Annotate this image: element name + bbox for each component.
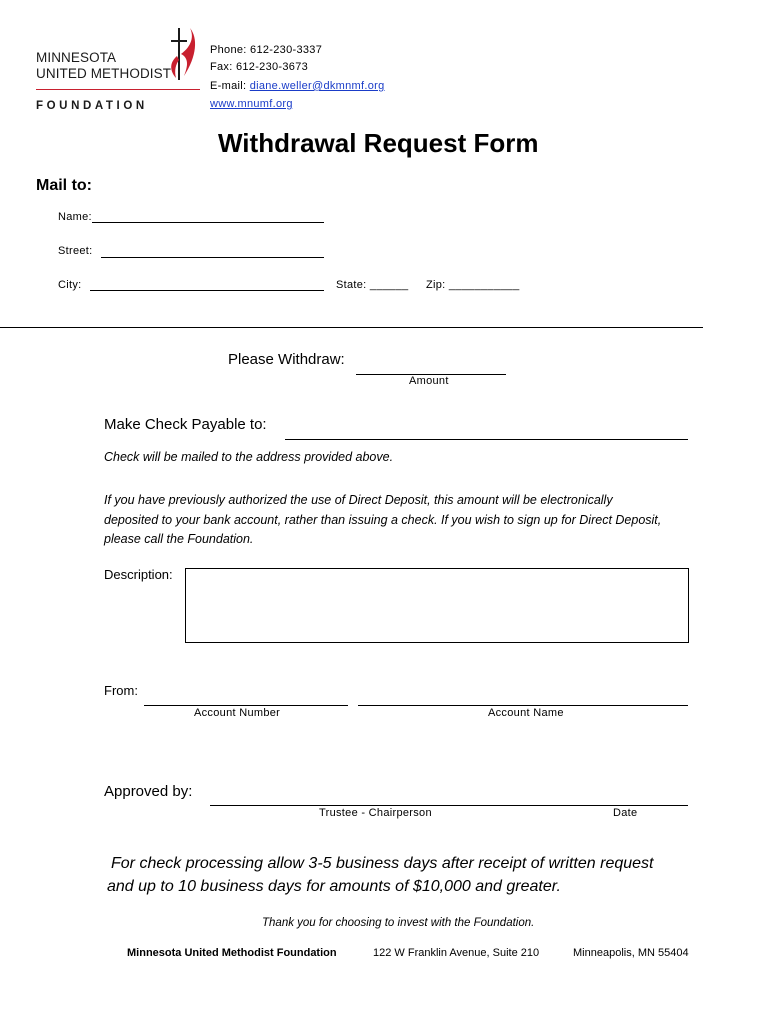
date-caption: Date <box>613 807 638 819</box>
description-box[interactable] <box>185 568 689 643</box>
payable-label: Make Check Payable to: <box>104 416 267 433</box>
contact-email-label: E-mail: <box>210 80 250 92</box>
trustee-caption: Trustee - Chairperson <box>319 807 432 819</box>
section-divider <box>0 327 703 328</box>
name-label: Name: <box>58 211 92 223</box>
org-name-line1: MINNESOTA <box>36 50 117 65</box>
amount-caption: Amount <box>409 375 449 387</box>
page-title: Withdrawal Request Form <box>218 128 539 158</box>
check-mailed-note: Check will be mailed to the address provided above. <box>104 450 394 464</box>
logo-divider <box>36 89 200 90</box>
direct-deposit-note-line3: please call the Foundation. <box>104 532 254 546</box>
footer-address: 122 W Franklin Avenue, Suite 210 <box>373 947 540 959</box>
contact-website-row <box>210 98 293 110</box>
account-number-field[interactable] <box>144 705 348 706</box>
contact-phone: Phone: 612-230-3337 <box>210 44 323 56</box>
city-field[interactable] <box>90 290 324 291</box>
street-label: Street: <box>58 245 93 257</box>
contact-email-link[interactable]: diane.weller@dkmnmf.org <box>249 80 385 92</box>
withdraw-label: Please Withdraw: <box>228 351 345 368</box>
street-field[interactable] <box>101 257 324 258</box>
contact-fax: Fax: 612-230-3673 <box>210 61 309 73</box>
contact-email-row <box>210 80 385 92</box>
payable-field[interactable] <box>285 439 688 440</box>
from-label: From: <box>104 683 138 698</box>
direct-deposit-note-line2: deposited to your bank account, rather than issuing a check. If you wish to sign up for Direct Deposit, <box>104 513 662 527</box>
approved-signature-field[interactable] <box>210 805 688 806</box>
direct-deposit-note-line1: If you have previously authorized the use of Direct Deposit, this amount will be electronically <box>104 493 613 507</box>
account-number-caption: Account Number <box>194 707 281 719</box>
processing-note-line2: and up to 10 business days for amounts of $10,000 and greater. <box>107 878 561 895</box>
city-label: City: <box>58 279 82 291</box>
footer-org: Minnesota United Methodist Foundation <box>127 947 337 959</box>
website-link[interactable]: www.mnumf.org <box>210 98 293 110</box>
name-field[interactable] <box>92 222 324 223</box>
approved-label: Approved by: <box>104 783 193 800</box>
footer-city: Minneapolis, MN 55404 <box>573 947 689 959</box>
account-name-caption: Account Name <box>488 707 564 719</box>
description-label: Description: <box>104 567 173 582</box>
account-name-field[interactable] <box>358 705 688 706</box>
thank-you-note: Thank you for choosing to invest with the Foundation. <box>262 917 535 929</box>
processing-note-line1: For check processing allow 3-5 business days after receipt of written request <box>111 855 654 872</box>
logo <box>36 26 206 118</box>
mail-to-heading: Mail to: <box>36 177 92 194</box>
zip-field[interactable]: Zip: ___________ <box>426 279 520 291</box>
org-name-line3: FOUNDATION <box>36 100 148 112</box>
state-field[interactable]: State: ______ <box>336 279 409 291</box>
org-name-line2: UNITED METHODIST <box>36 66 172 81</box>
